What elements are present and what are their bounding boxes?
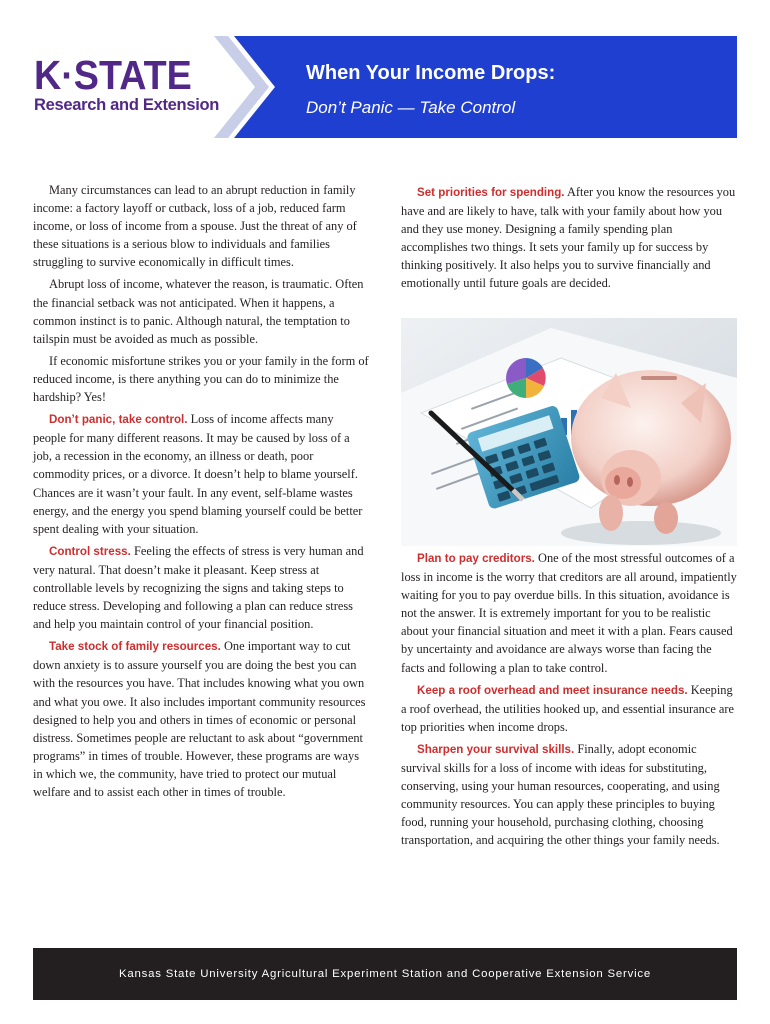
section-heading: Take stock of family resources. [49,640,221,654]
title-banner [214,36,737,138]
footer-bar [33,948,737,1000]
paragraph: Abrupt loss of income, whatever the reason, is traumatic. Often the financial setback was not anticipated. When it happens, a common instinct is to panic. Although natural, the temptation to tailspin must be avoided as much as possible. [33,277,364,346]
section-heading: Keep a roof overhead and meet insurance needs. [417,683,688,697]
photo-illustration [401,318,737,546]
kstate-logo [34,52,224,115]
section-heading: Don’t panic, take control. [49,413,188,427]
paragraph: Many circumstances can lead to an abrupt reduction in family income: a factory layoff or cutback, loss of a job, reduced farm income, or loss of income from a spouse. Just the threat of any of these situations is a serious blow to individuals and families struggling to survive economically in difficult times. [33,183,357,270]
left-column [33,181,369,805]
section-heading: Set priorities for spending. [417,186,565,199]
paragraph: If economic misfortune strikes you or your family in the form of reduced income, is there anything you can do to minimize the hardship? Yes! [33,353,369,405]
right-column-bottom [401,549,737,854]
paragraph: Plan to pay creditors. One of the most stressful outcomes of a loss in income is the worry that creditors are all around, impatiently waiting for you to pay overdue bills. In this situation, avoidance is not the answer. It is extremely important for you to be realistic about your financial situation and meet it with a plan. Fears caused by uncertainty and avoidance are always worse than facing the facts and following a plan to take control. [401,551,737,675]
paragraph: Don’t panic, take control. Loss of income affects many people for many different reasons. It may be caused by loss of a job, a recession in the economy, an illness or death, poor commodity prices, or a divorce. It doesn’t help to blame yourself. Chances are it wasn’t your fault. In any event, self-blame wastes energy, and the energy you spend blaming yourself could be better spent dealing with your situation. [33,412,363,536]
logo-subtitle: Research and Extension [34,96,220,114]
right-column-top [401,183,737,297]
document-subtitle: Don’t Panic — Take Control [306,98,516,117]
paragraph: Sharpen your survival skills. Finally, adopt economic survival skills for a loss of income with ideas for substituting, conserving, using your human resources, cooperating, and using community resources. You can apply these principles to buying food, running your household, purchasing clothing, choosing transportation, and acquiring the other things your family needs. [401,741,720,848]
paragraph: Take stock of family resources. One important way to cut down anxiety is to assure yourself you are doing the best you can with the resources you have. That includes knowing what you own and what you owe. It also includes important community resources designed to help you and others in times of economic or personal distress. Sometimes people are reluctant to ask about “government programs” in times of trouble. However, these programs are ways in which we, the community, have tried to protect our mutual welfare and to assist each other in times of trouble. [33,639,366,799]
paragraph: Set priorities for spending. After you know the resources you have and are likely to have, talk with your family about how you and they use money. Designing a family spending plan accomplishes two things. It sets your family up for success by thinking positively. It also helps you to survive financially and emotionally until future goals are decided. [401,185,736,291]
footer-text: Kansas State University Agricultural Experiment Station and Cooperative Extension Service [118,968,652,980]
document-title: When Your Income Drops: [306,62,556,84]
section-heading: Plan to pay creditors. [417,552,535,565]
section-heading: Sharpen your survival skills. [417,742,575,756]
section-heading: Control stress. [49,544,131,558]
logo-wordmark: K·STATE [34,52,192,98]
paragraph: Control stress. Feeling the effects of stress is very human and very natural. That doesn’t make it pleasant. Keep stress at controllable levels by recognizing the signs and taking steps to reduce stress. Developing and following a plan can reduce stress and help you maintain control of your financial position. [33,543,364,632]
banner-chevron-shape [214,36,737,138]
paragraph: Keep a roof overhead and meet insurance needs. Keeping a roof overhead, the utilities hooked up, and essential insurance are top priorities when income drops. [401,682,735,734]
piggy-bank-photo [401,318,737,546]
